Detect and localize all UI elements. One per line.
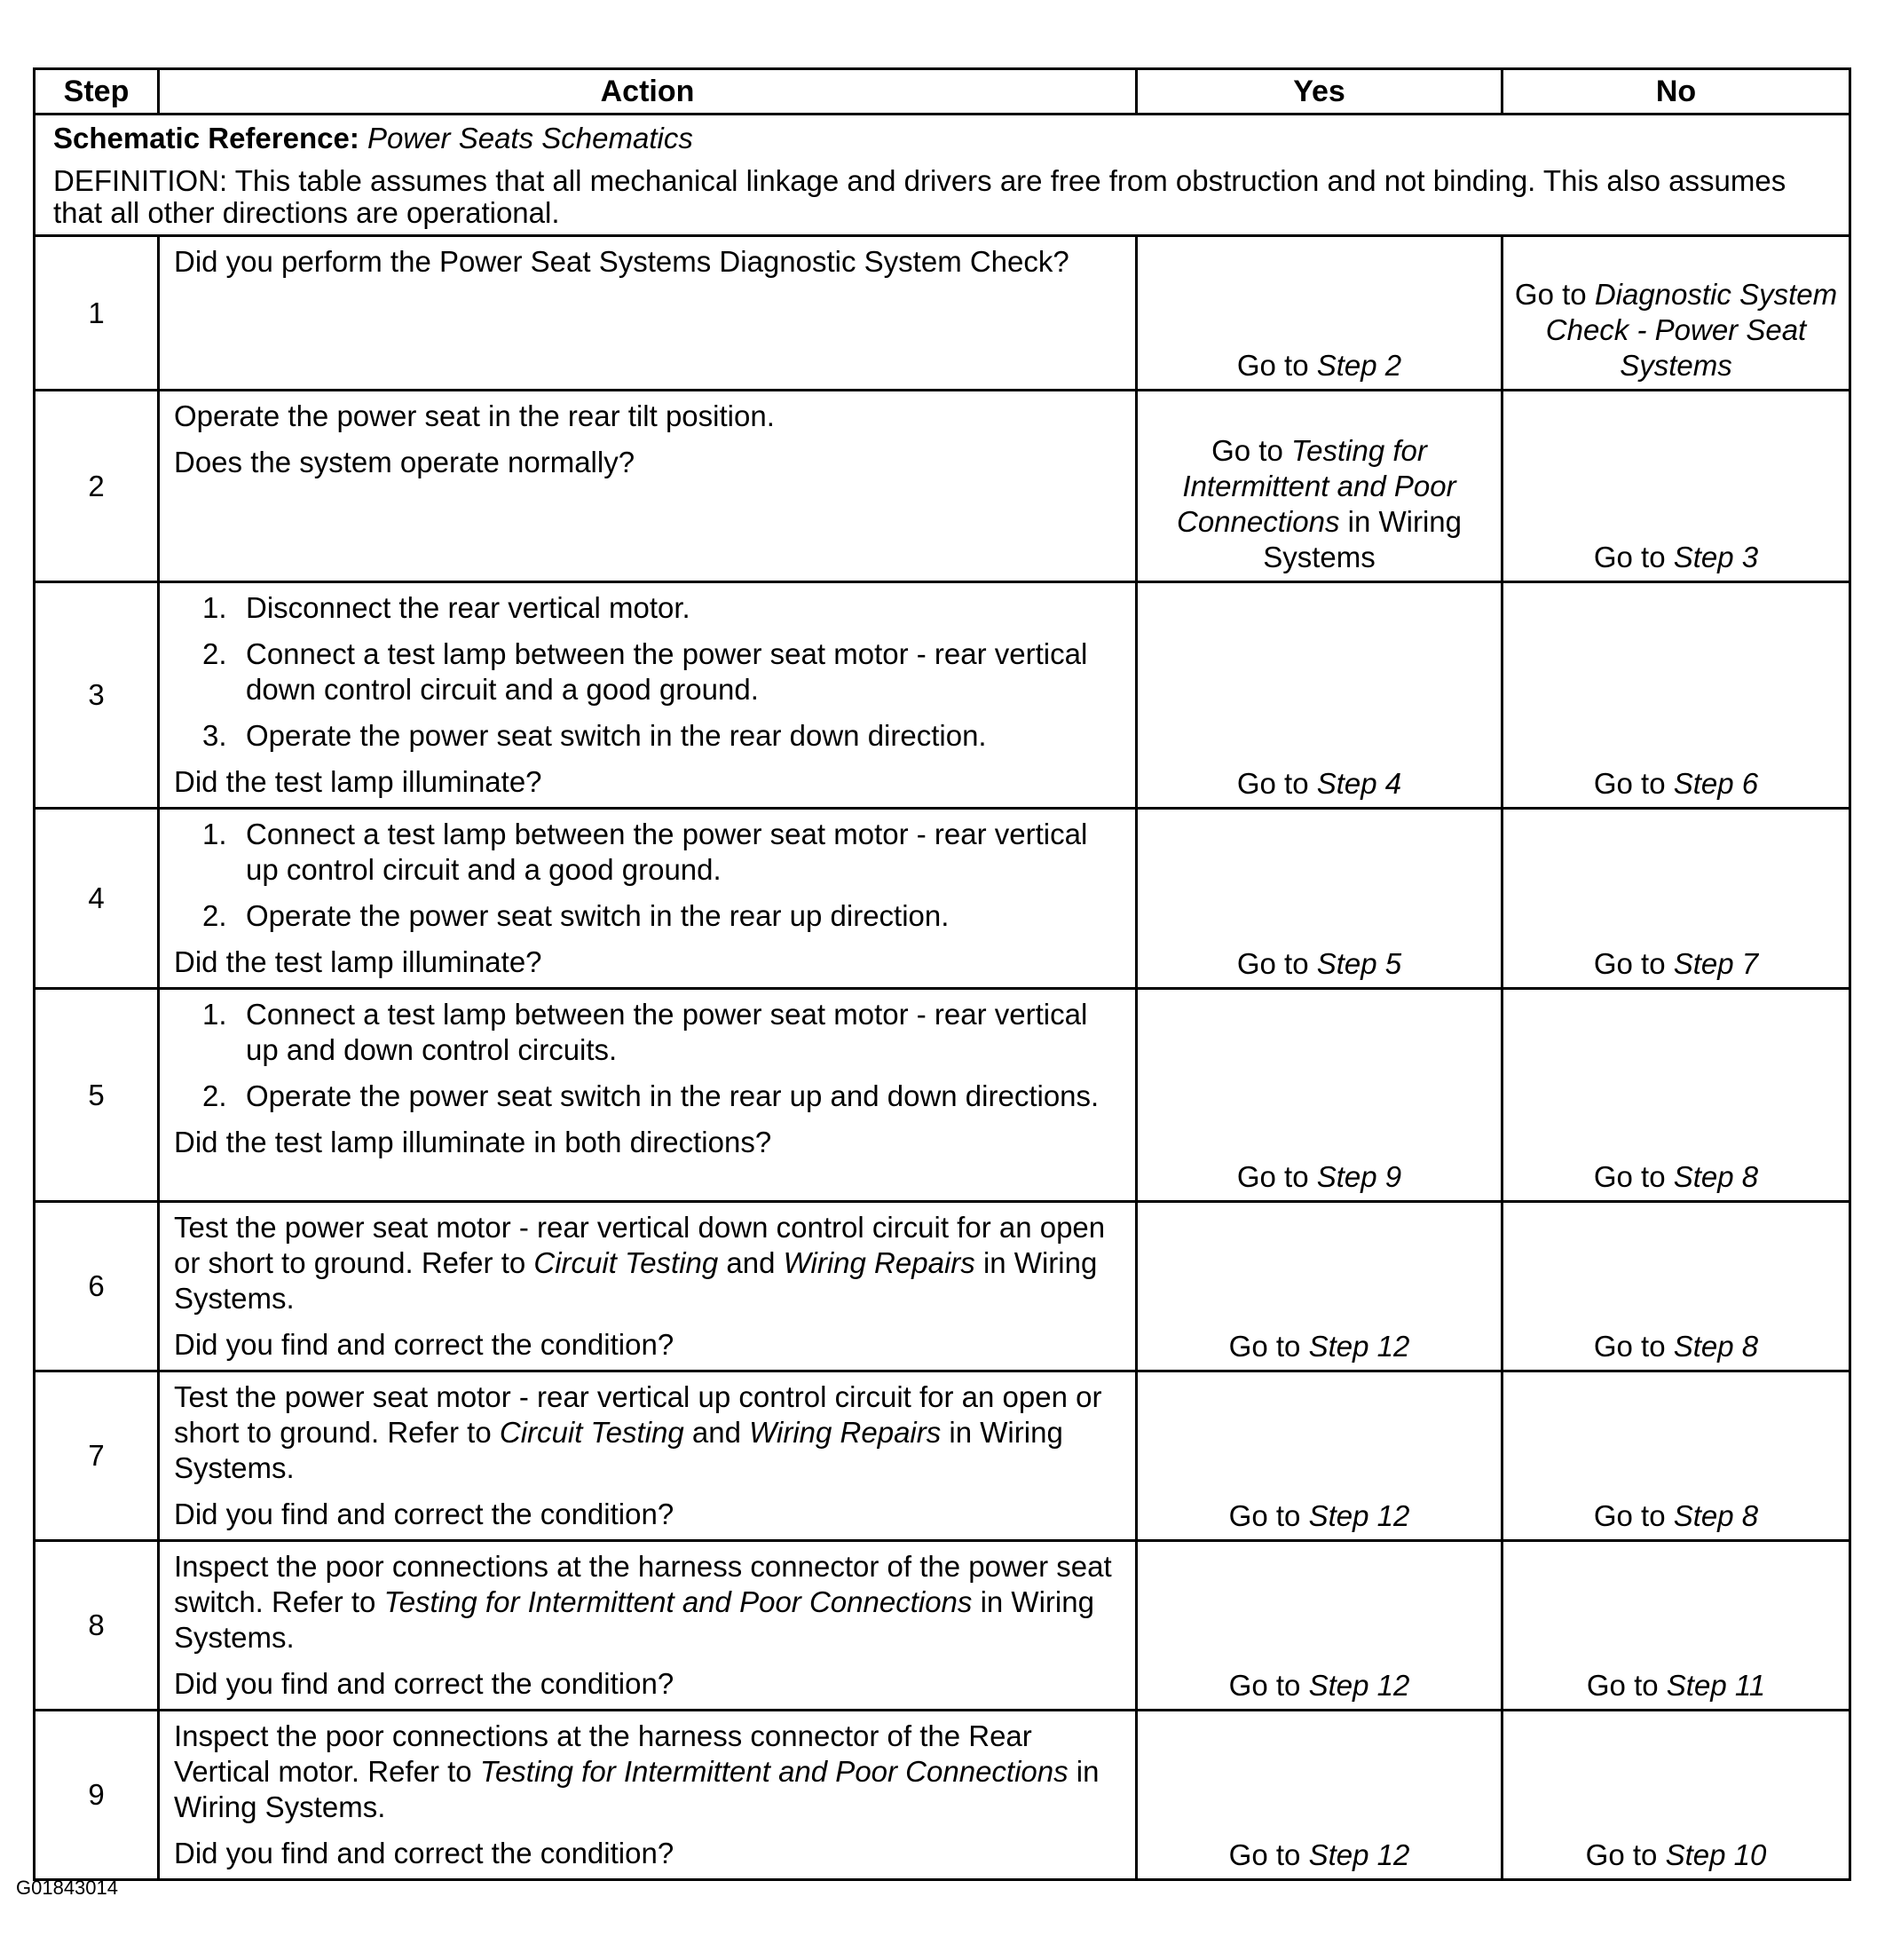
no-cell [1502, 1202, 1850, 1371]
header-row [35, 69, 1850, 115]
reference-link[interactable]: Step 10 [1665, 1838, 1767, 1871]
action-step-number: 2. [202, 899, 227, 932]
schematic-row [35, 115, 1850, 236]
reference-link[interactable]: Testing for Intermittent and Poor Connections [479, 1755, 1069, 1788]
yes-cell [1137, 1202, 1502, 1371]
text-run: Go to [1585, 1838, 1666, 1871]
text-run: Go to [1593, 1499, 1674, 1532]
action-step [174, 817, 1121, 888]
action-step-number: 1. [202, 591, 227, 624]
header-step: Step [35, 69, 159, 115]
text-run: Go to [1228, 1499, 1309, 1532]
action-question: Did the test lamp illuminate? [174, 945, 542, 978]
action-paragraph [174, 1210, 1121, 1316]
action-question: Did the test lamp illuminate in both directions? [174, 1126, 772, 1158]
no-cell [1502, 391, 1850, 582]
text-run: Go to [1514, 278, 1595, 311]
yes-cell [1137, 1711, 1502, 1880]
reference-link[interactable]: Wiring Repairs [783, 1246, 975, 1279]
action-cell [159, 582, 1137, 809]
action-cell [159, 809, 1137, 989]
step-row [35, 809, 1850, 989]
no-cell [1502, 1541, 1850, 1711]
step-row [35, 1371, 1850, 1541]
step-row [35, 1541, 1850, 1711]
step-number: 3 [35, 582, 159, 809]
text-run: Operate the power seat in the rear tilt position. [174, 399, 775, 432]
no-cell [1502, 989, 1850, 1202]
reference-link[interactable]: Step 11 [1666, 1669, 1766, 1702]
action-step-text: Operate the power seat switch in the rear up direction. [246, 899, 950, 932]
action-step-number: 3. [202, 719, 227, 752]
reference-link[interactable]: Step 12 [1308, 1838, 1410, 1871]
action-steps-list [174, 817, 1121, 934]
step-row [35, 989, 1850, 1202]
text-run: Go to [1593, 1160, 1674, 1193]
reference-link[interactable]: Step 6 [1673, 767, 1759, 800]
reference-link[interactable]: Testing for Intermittent and Poor Connections [383, 1585, 973, 1618]
reference-link[interactable]: Step 7 [1673, 947, 1759, 980]
text-run: in Wiring Systems [1263, 505, 1462, 573]
reference-link[interactable]: Step 8 [1673, 1499, 1759, 1532]
reference-link[interactable]: Testing for Intermittent and Poor Connections [1177, 434, 1456, 538]
yes-cell [1137, 989, 1502, 1202]
action-cell [159, 236, 1137, 391]
action-cell [159, 989, 1137, 1202]
text-run: Go to [1236, 947, 1317, 980]
action-paragraph [174, 1836, 1121, 1871]
text-run: Go to [1236, 767, 1317, 800]
no-cell [1502, 809, 1850, 989]
schematic-link[interactable]: Power Seats Schematics [367, 122, 693, 154]
text-run: Go to [1228, 1838, 1309, 1871]
step-number: 6 [35, 1202, 159, 1371]
text-run: Go to [1593, 767, 1674, 800]
action-cell [159, 1202, 1137, 1371]
no-cell [1502, 1711, 1850, 1880]
action-step-number: 2. [202, 1079, 227, 1112]
text-run: Go to [1586, 1669, 1667, 1702]
yes-cell [1137, 1541, 1502, 1711]
text-run: Go to [1228, 1330, 1309, 1363]
reference-link[interactable]: Step 2 [1316, 349, 1402, 382]
reference-link[interactable]: Step 8 [1673, 1330, 1759, 1363]
yes-cell [1137, 236, 1502, 391]
schematic-reference [53, 121, 1831, 156]
yes-cell [1137, 1371, 1502, 1541]
action-cell [159, 391, 1137, 582]
text-run: Test the power seat motor - rear vertical down control circuit for an open or short to ground. Refer to [174, 1211, 1106, 1279]
reference-link[interactable]: Wiring Repairs [749, 1416, 942, 1449]
text-run: Did you find and correct the condition? [174, 1328, 674, 1361]
action-cell [159, 1541, 1137, 1711]
reference-link[interactable]: Step 5 [1316, 947, 1402, 980]
reference-link[interactable]: Step 12 [1308, 1499, 1410, 1532]
action-question: Did the test lamp illuminate? [174, 765, 542, 798]
step-row [35, 391, 1850, 582]
text-run: Does the system operate normally? [174, 446, 635, 478]
no-cell [1502, 582, 1850, 809]
text-run: in Wiring Systems. [174, 1755, 1100, 1823]
text-run: Go to [1593, 947, 1674, 980]
step-row [35, 236, 1850, 391]
step-number: 7 [35, 1371, 159, 1541]
action-step-text: Connect a test lamp between the power seat motor - rear vertical up and down control circuits. [246, 998, 1088, 1066]
yes-cell [1137, 582, 1502, 809]
yes-cell [1137, 391, 1502, 582]
action-step [174, 997, 1121, 1068]
action-paragraph [174, 1497, 1121, 1532]
text-run: Did you find and correct the condition? [174, 1498, 674, 1530]
text-run: in Wiring Systems. [174, 1416, 1063, 1484]
header-no: No [1502, 69, 1850, 115]
action-paragraph [174, 244, 1121, 280]
action-step-text: Connect a test lamp between the power seat motor - rear vertical up control circuit and a good ground. [246, 818, 1088, 886]
reference-link[interactable]: Diagnostic System Check - Power Seat Systems [1545, 278, 1838, 382]
step-number: 8 [35, 1541, 159, 1711]
reference-link[interactable]: Step 9 [1316, 1160, 1402, 1193]
action-paragraph [174, 445, 1121, 480]
text-run: Go to [1593, 1330, 1674, 1363]
step-row [35, 1711, 1850, 1880]
step-row [35, 1202, 1850, 1371]
action-step-text: Disconnect the rear vertical motor. [246, 591, 690, 624]
reference-link[interactable]: Circuit Testing [499, 1416, 684, 1449]
action-step-text: Operate the power seat switch in the rear up and down directions. [246, 1079, 1100, 1112]
action-cell [159, 1711, 1137, 1880]
text-run: in Wiring Systems. [174, 1585, 1094, 1654]
text-run: Go to [1593, 541, 1674, 573]
text-run: Test the power seat motor - rear vertical up control circuit for an open or short to ground. Refer to [174, 1380, 1102, 1449]
action-paragraph [174, 1327, 1121, 1363]
action-step [174, 636, 1121, 707]
yes-cell [1137, 809, 1502, 989]
step-number: 2 [35, 391, 159, 582]
action-step [174, 590, 1121, 626]
step-number: 5 [35, 989, 159, 1202]
schematic-label: Schematic Reference: [53, 122, 359, 154]
text-run: in Wiring Systems. [174, 1246, 1098, 1315]
action-steps-list [174, 590, 1121, 754]
reference-link[interactable]: Step 8 [1673, 1160, 1759, 1193]
step-number: 9 [35, 1711, 159, 1880]
text-run: Go to [1236, 349, 1317, 382]
action-step [174, 898, 1121, 934]
text-run: and [718, 1246, 784, 1279]
no-cell [1502, 1371, 1850, 1541]
action-cell [159, 1371, 1137, 1541]
text-run: Inspect the poor connections at the harness connector of the power seat switch. Refer to [174, 1550, 1112, 1618]
text-run: Inspect the poor connections at the harness connector of the Rear Vertical motor. Refer to [174, 1719, 1032, 1788]
header-action: Action [159, 69, 1137, 115]
action-paragraph [174, 399, 1121, 434]
action-paragraph [174, 1719, 1121, 1825]
text-run: Did you find and correct the condition? [174, 1837, 674, 1869]
reference-link[interactable]: Step 4 [1316, 767, 1402, 800]
action-step [174, 718, 1121, 754]
action-paragraph [174, 1379, 1121, 1486]
action-step-number: 1. [202, 818, 227, 850]
text-run: Go to [1228, 1669, 1309, 1702]
step-row [35, 582, 1850, 809]
definition-text: DEFINITION: This table assumes that all mechanical linkage and drivers are free from obstruction and not binding. This also assumes that all other directions are operational. [53, 164, 1786, 229]
reference-link[interactable]: Step 12 [1308, 1669, 1410, 1702]
text-run: Did you perform the Power Seat Systems Diagnostic System Check? [174, 245, 1069, 278]
schematic-cell [35, 115, 1850, 236]
diagnostic-table [33, 67, 1851, 1881]
action-paragraph [174, 1666, 1121, 1702]
action-step-text: Operate the power seat switch in the rear down direction. [246, 719, 987, 752]
action-paragraph [174, 1549, 1121, 1656]
text-run: Go to [1211, 434, 1291, 467]
reference-link[interactable]: Step 12 [1308, 1330, 1410, 1363]
reference-link[interactable]: Circuit Testing [533, 1246, 719, 1279]
diagnostic-table-container [33, 67, 1849, 1881]
no-cell [1502, 236, 1850, 391]
step-number: 1 [35, 236, 159, 391]
step-number: 4 [35, 809, 159, 989]
action-step-text: Connect a test lamp between the power seat motor - rear vertical down control circuit and a good ground. [246, 637, 1088, 706]
header-yes: Yes [1137, 69, 1502, 115]
reference-link[interactable]: Step 3 [1673, 541, 1759, 573]
text-run: and [683, 1416, 750, 1449]
action-steps-list [174, 997, 1121, 1114]
action-step-number: 2. [202, 637, 227, 670]
text-run: Did you find and correct the condition? [174, 1667, 674, 1700]
text-run: Go to [1236, 1160, 1317, 1193]
action-step [174, 1079, 1121, 1114]
action-step-number: 1. [202, 998, 227, 1031]
figure-id: G01843014 [16, 1877, 118, 1899]
